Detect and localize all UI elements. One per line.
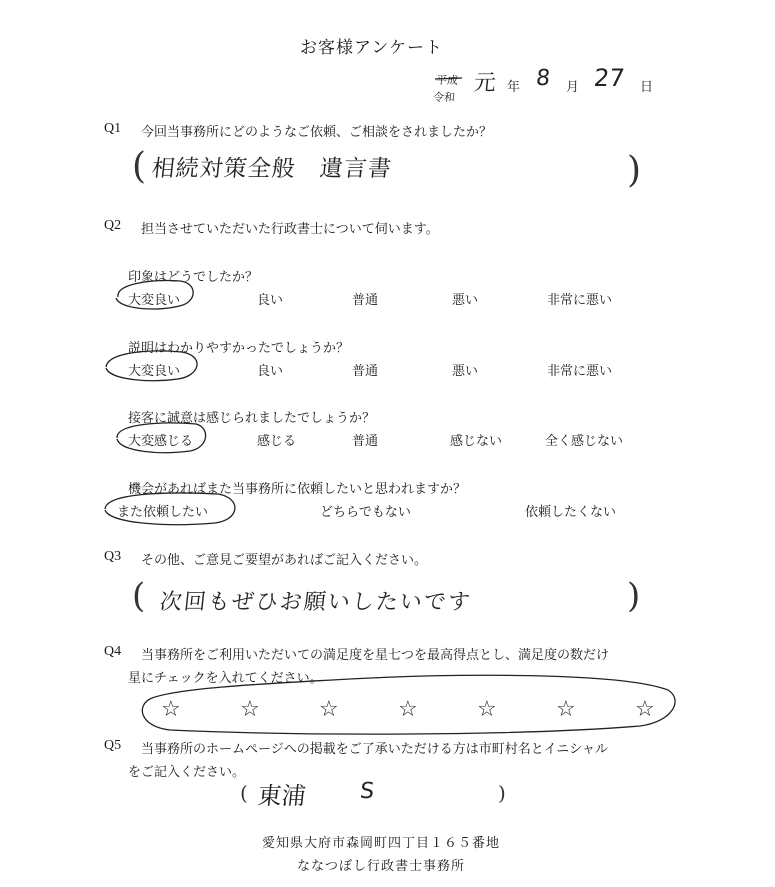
q1-number: Q1 [104,121,122,136]
date-month-value: 8 [534,66,552,91]
q2-sub1-option-1[interactable]: 大変良い [128,293,181,308]
q2-sub2-option-4[interactable]: 悪い [452,364,479,379]
star-icon[interactable]: ☆ [161,697,181,722]
q2-sub2-option-1[interactable]: 大変良い [128,364,181,379]
q2-sub1-prompt: 印象はどうでしたか？ [128,270,259,285]
star-icon[interactable]: ☆ [398,697,418,722]
q2-sub4-option-3[interactable]: 依頼したくない [525,505,617,520]
date-era-struck: 平成 [435,74,459,87]
q2-sub4-prompt: 機会があればまた当事務所に依頼したいと思われますか？ [128,482,467,497]
q2-sub3-option-2[interactable]: 感じる [257,434,297,449]
star-icon[interactable]: ☆ [477,697,497,722]
q5-answer-town: 東浦 [256,782,308,810]
date-year-label: 年 [507,80,521,95]
star-icon[interactable]: ☆ [556,697,576,722]
q1-open-paren: ( [132,146,147,187]
star-icon[interactable]: ☆ [240,697,260,722]
q2-sub2-option-2[interactable]: 良い [257,364,284,379]
q3-number: Q3 [104,549,122,564]
q2-sub4-option-1[interactable]: また依頼したい [117,505,209,520]
date-day-value: 27 [592,64,627,92]
survey-title: お客様アンケート [300,38,443,58]
q4-text-line1: 当事務所をご利用いただいての満足度を星七つを最高得点とし、満足度の数だけ [141,648,610,663]
star-icon[interactable]: ☆ [635,697,655,722]
date-month-label: 月 [566,80,580,95]
q3-text: その他、ご意見ご要望があればご記入ください。 [141,553,428,568]
date-day-label: 日 [640,80,654,95]
q1-close-paren: ) [627,150,642,191]
q5-text-line1: 当事務所のホームページへの掲載をご了承いただける方は市町村名とイニシャル [141,742,608,757]
date-era: 令和 [432,91,456,104]
q2-text: 担当させていただいた行政書士について伺います。 [141,222,439,237]
q4-number: Q4 [104,644,122,659]
q2-sub3-option-1[interactable]: 大変感じる [128,434,194,449]
q2-sub1-option-4[interactable]: 悪い [452,293,479,308]
q5-number: Q5 [104,738,122,753]
q5-answer-initial: S [358,779,376,804]
q2-sub3-option-5[interactable]: 全く感じない [545,434,624,449]
q2-number: Q2 [104,218,122,233]
q1-answer: 相続対策全般 遺言書 [150,156,394,182]
footer-office: ななつぼし行政書士事務所 [297,859,466,874]
q5-text-line2: をご記入ください。 [128,765,246,780]
q5-open-paren: ( [240,781,248,805]
q2-sub3-prompt: 接客に誠意は感じられましたでしょうか？ [128,411,376,426]
q2-sub4-option-2[interactable]: どちらでもない [320,505,411,520]
q2-sub1-option-2[interactable]: 良い [257,293,284,308]
q2-sub2-option-3[interactable]: 普通 [352,364,379,379]
q5-close-paren: ) [498,781,506,805]
star-icon[interactable]: ☆ [319,697,339,722]
q3-answer: 次回もぜひお願いしたいです [158,590,474,615]
q2-sub3-option-4[interactable]: 感じない [450,434,503,449]
footer-address: 愛知県大府市森岡町四丁目１６５番地 [262,836,501,851]
q1-text: 今回当事務所にどのようなご依頼、ご相談をされましたか？ [141,125,493,140]
q4-text-line2: 星にチェックを入れてください。 [128,671,323,686]
q2-sub1-option-3[interactable]: 普通 [352,293,379,308]
q2-sub2-option-5[interactable]: 非常に悪い [547,364,613,379]
q2-sub2-prompt: 説明はわかりやすかったでしょうか？ [128,341,350,356]
q2-sub1-option-5[interactable]: 非常に悪い [547,293,613,308]
date-year-value: 元 [472,71,498,96]
q3-open-paren: ( [132,576,146,616]
q2-sub3-option-3[interactable]: 普通 [352,434,379,449]
q3-close-paren: ) [627,576,641,616]
